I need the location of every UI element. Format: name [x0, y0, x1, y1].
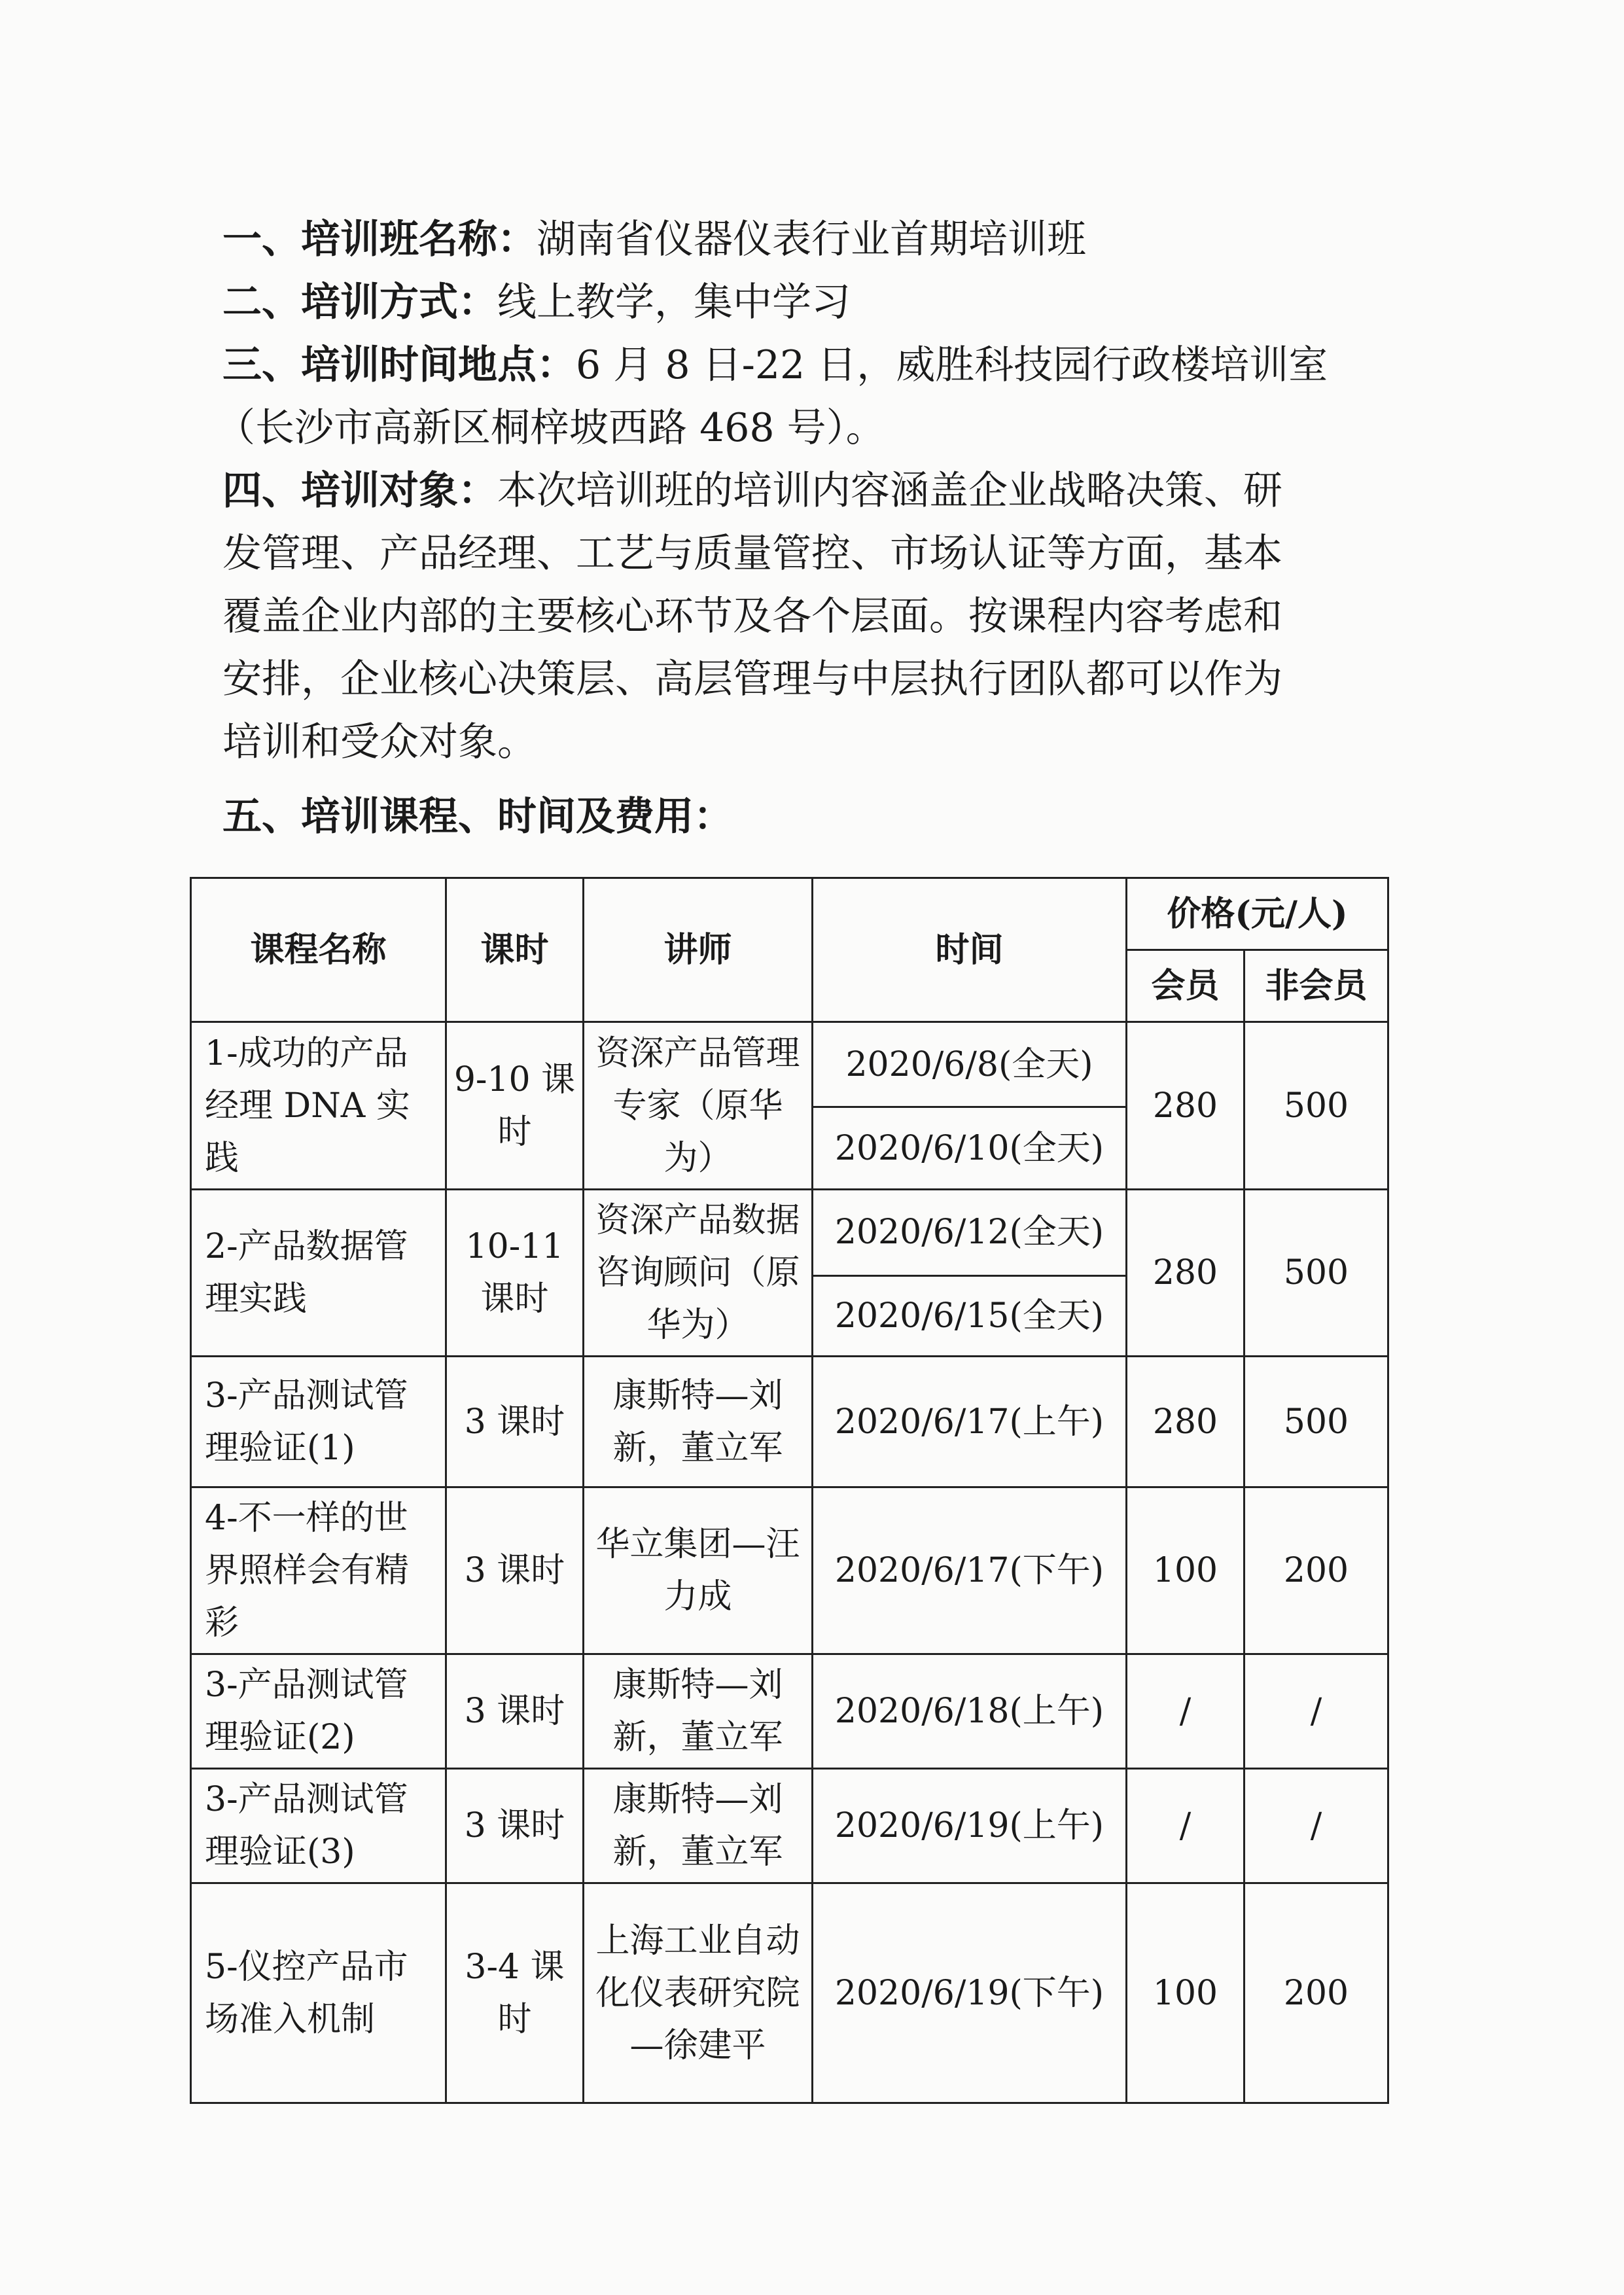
course-table [190, 877, 1389, 2104]
course-name: 4-不一样的世界照样会有精彩 [191, 1487, 446, 1654]
course-time: 2020/6/17(下午) [813, 1487, 1127, 1654]
course-time: 2020/6/19(下午) [813, 1883, 1127, 2103]
header-non-member: 非会员 [1244, 950, 1388, 1022]
section-4-text-line3: 覆盖企业内部的主要核心环节及各个层面。按课程内容考虑和 [222, 594, 1282, 639]
table-row [191, 1883, 1388, 2103]
course-name: 2-产品数据管理实践 [191, 1190, 446, 1357]
section-4-text-line5: 培训和受众对象。 [222, 719, 537, 765]
price-member: 100 [1127, 1487, 1244, 1654]
section-3 [222, 334, 1328, 390]
section-4-text-line4: 安排，企业核心决策层、高层管理与中层执行团队都可以作为 [222, 656, 1282, 702]
course-teacher: 康斯特—刘新，董立军 [584, 1357, 813, 1487]
price-non-member: / [1244, 1769, 1388, 1883]
section-4-text-line2: 发管理、产品经理、工艺与质量管控、市场认证等方面，基本 [222, 531, 1282, 577]
table-row [191, 1022, 1388, 1107]
course-hours: 3 课时 [446, 1357, 584, 1487]
section-5-heading [222, 785, 733, 842]
table-row [191, 1654, 1388, 1769]
section-2-text: 线上教学，集中学习 [497, 279, 851, 325]
price-member: / [1127, 1769, 1244, 1883]
section-3-text-line1: 6 月 8 日-22 日，威胜科技园行政楼培训室 [576, 342, 1328, 388]
header-teacher: 讲师 [584, 878, 813, 1022]
course-hours: 3 课时 [446, 1487, 584, 1654]
table-row [191, 1357, 1388, 1487]
course-teacher: 上海工业自动化仪表研究院—徐建平 [584, 1883, 813, 2103]
price-non-member: / [1244, 1654, 1388, 1769]
price-member: 100 [1127, 1883, 1244, 2103]
section-2 [222, 271, 851, 327]
header-course: 课程名称 [191, 878, 446, 1022]
course-teacher: 华立集团—汪力成 [584, 1487, 813, 1654]
section-4-line2 [222, 522, 1282, 578]
section-4-line4 [222, 648, 1282, 704]
course-teacher: 康斯特—刘新，董立军 [584, 1769, 813, 1883]
course-hours: 3-4 课时 [446, 1883, 584, 2103]
course-hours: 9-10 课时 [446, 1022, 584, 1190]
course-time: 2020/6/19(上午) [813, 1769, 1127, 1883]
price-member: 280 [1127, 1357, 1244, 1487]
price-non-member: 500 [1244, 1022, 1388, 1190]
course-hours: 3 课时 [446, 1654, 584, 1769]
course-time: 2020/6/8(全天) [813, 1022, 1127, 1107]
section-4-line3 [222, 585, 1282, 641]
course-time: 2020/6/17(上午) [813, 1357, 1127, 1487]
section-4-label: 四、培训对象： [222, 468, 497, 514]
course-name: 1-成功的产品经理 DNA 实践 [191, 1022, 446, 1190]
course-hours: 10-11 课时 [446, 1190, 584, 1357]
section-3-line2 [216, 397, 885, 453]
section-4-text-line1: 本次培训班的培训内容涵盖企业战略决策、研 [497, 468, 1282, 514]
table-row [191, 1769, 1388, 1883]
price-non-member: 500 [1244, 1190, 1388, 1357]
table-row [191, 1487, 1388, 1654]
section-1 [222, 208, 1086, 264]
course-time: 2020/6/10(全天) [813, 1107, 1127, 1190]
section-1-label: 一、培训班名称： [222, 217, 537, 262]
section-4-line5 [222, 711, 537, 767]
header-time: 时间 [813, 878, 1127, 1022]
table-header-row [191, 878, 1388, 950]
course-teacher: 资深产品数据咨询顾问（原华为） [584, 1190, 813, 1357]
course-time: 2020/6/12(全天) [813, 1190, 1127, 1276]
course-name: 3-产品测试管理验证(1) [191, 1357, 446, 1487]
section-5-label: 五、培训课程、时间及费用： [222, 794, 733, 840]
course-hours: 3 课时 [446, 1769, 584, 1883]
course-time: 2020/6/18(上午) [813, 1654, 1127, 1769]
header-hours: 课时 [446, 878, 584, 1022]
section-4 [222, 459, 1282, 516]
section-2-label: 二、培训方式： [222, 279, 497, 325]
course-name: 5-仪控产品市场准入机制 [191, 1883, 446, 2103]
price-member: 280 [1127, 1022, 1244, 1190]
header-member: 会员 [1127, 950, 1244, 1022]
course-name: 3-产品测试管理验证(2) [191, 1654, 446, 1769]
section-1-text: 湖南省仪器仪表行业首期培训班 [537, 217, 1086, 262]
table-row [191, 1190, 1388, 1276]
header-price: 价格(元/人) [1127, 878, 1388, 950]
section-3-label: 三、培训时间地点： [222, 342, 576, 388]
price-non-member: 200 [1244, 1487, 1388, 1654]
course-teacher: 资深产品管理专家（原华为） [584, 1022, 813, 1190]
course-teacher: 康斯特—刘新，董立军 [584, 1654, 813, 1769]
section-3-text-line2: （长沙市高新区桐梓坡西路 468 号）。 [216, 405, 885, 451]
price-non-member: 200 [1244, 1883, 1388, 2103]
price-member: / [1127, 1654, 1244, 1769]
course-time: 2020/6/15(全天) [813, 1275, 1127, 1356]
course-name: 3-产品测试管理验证(3) [191, 1769, 446, 1883]
price-non-member: 500 [1244, 1357, 1388, 1487]
price-member: 280 [1127, 1190, 1244, 1357]
